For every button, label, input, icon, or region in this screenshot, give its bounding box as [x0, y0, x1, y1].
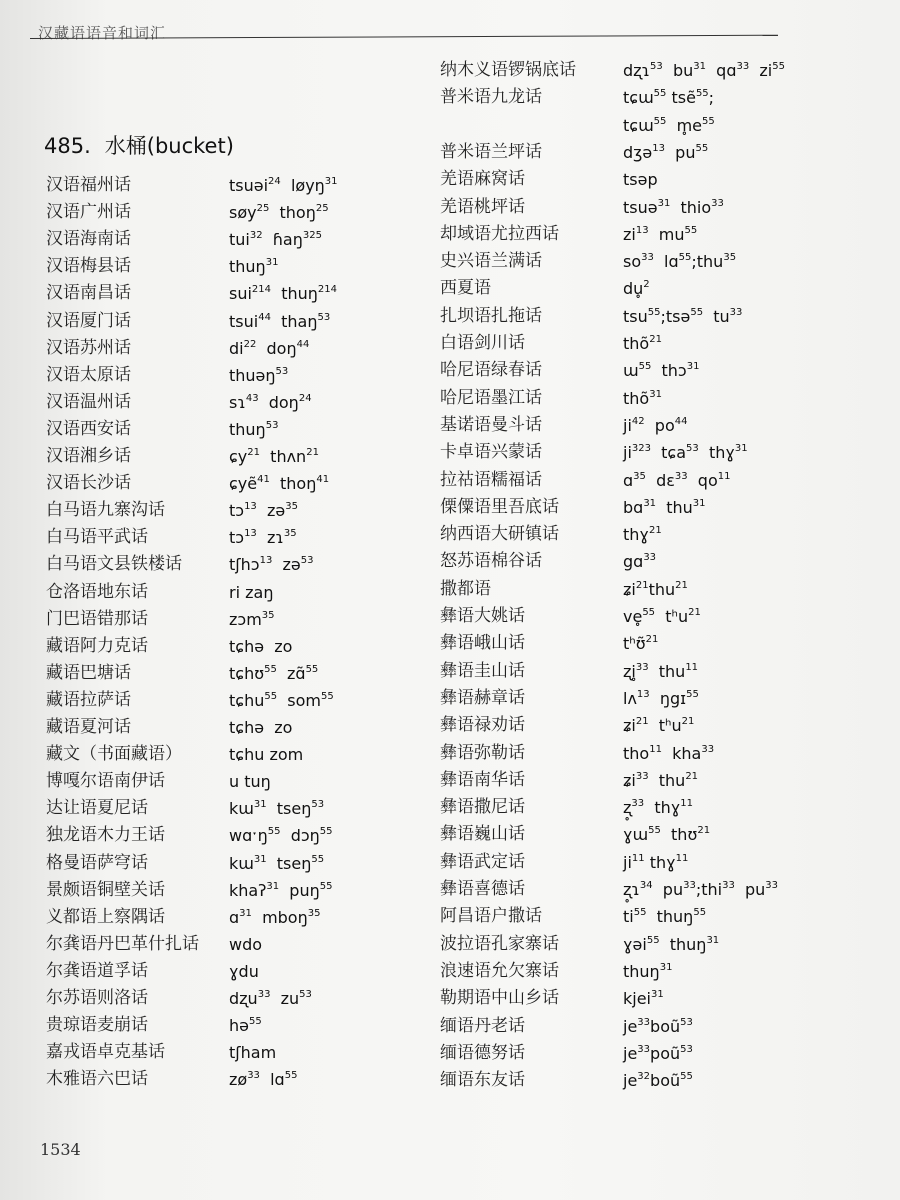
- running-header: 汉藏语语音和词汇: [38, 24, 167, 42]
- phonetic-form: thuŋ$^{53}$: [229, 419, 279, 439]
- language-name: 白马语平武话: [46, 527, 148, 548]
- phonetic-form: $zi^{13}$ $mu^{55}$: [623, 224, 698, 244]
- language-name: 彝语南华话: [440, 769, 525, 790]
- phonetic-form: thɣ$^{21}$: [623, 525, 662, 545]
- language-name: 白马语九寨沟话: [46, 500, 165, 521]
- phonetic-form: tʰʊ̃$^{21}$: [623, 634, 659, 654]
- language-name: 汉语温州话: [46, 391, 131, 412]
- phonetic-form: ɑ$^{31}$ mboŋ$^{35}$: [229, 907, 321, 927]
- language-name: 藏语夏河话: [46, 717, 131, 737]
- phonetic-form: ɣəi$^{55}$ thuŋ$^{31}$: [623, 934, 720, 954]
- section-number: 485.: [44, 134, 91, 158]
- phonetic-form: thõ$^{21}$: [623, 334, 662, 353]
- language-name: 彝语巍山话: [440, 824, 525, 845]
- phonetic-form: hə$^{55}$: [229, 1016, 262, 1036]
- language-name: 尔龚语丹巴革什扎话: [46, 933, 199, 954]
- language-name: 史兴语兰满话: [440, 251, 542, 272]
- phonetic-form: $je^{33}poũ^{53}$: [623, 1043, 693, 1063]
- phonetic-form: khaʔ$^{31}$ puŋ$^{55}$: [229, 880, 333, 900]
- language-name: 彝语禄劝话: [440, 715, 525, 736]
- phonetic-form: tsuəi$^{24}$ løyŋ$^{31}$: [229, 176, 338, 195]
- phonetic-form: $zø^{33}$ lɑ$^{55}$: [229, 1070, 298, 1090]
- language-name: 汉语湘乡话: [46, 446, 131, 466]
- phonetic-form: wdo: [229, 934, 263, 954]
- language-name: 门巴语错那话: [46, 608, 148, 629]
- language-name: 汉语苏州话: [46, 337, 131, 358]
- language-name: 彝语喜德话: [440, 879, 525, 899]
- language-name: 拉祜语糯福话: [440, 469, 542, 490]
- language-name: 怒苏语棉谷话: [440, 551, 542, 572]
- language-name: 浪速语允欠寨话: [440, 960, 559, 981]
- section-title: [44, 130, 234, 160]
- language-name: 缅语丹老话: [440, 1015, 525, 1036]
- language-name: 彝语峨山话: [440, 633, 525, 654]
- phonetic-form: ʑi$^{21}$thu$^{21}$: [623, 579, 688, 599]
- phonetic-form: $di^{22}$ doŋ$^{44}$: [229, 338, 310, 358]
- language-name: 尔龚语道孚话: [46, 960, 148, 981]
- phonetic-form: $ji^{11}$ thɣ$^{11}$: [623, 852, 689, 872]
- language-name: 哈尼语墨江话: [440, 387, 542, 408]
- language-name: 彝语撒尼话: [440, 797, 525, 818]
- language-name: 波拉语孔家寨话: [440, 933, 559, 954]
- phonetic-form: ɣdu: [229, 961, 259, 981]
- language-name: 木雅语六巴话: [46, 1069, 148, 1090]
- phonetic-form: tɕhu$^{55}$ som$^{55}$: [229, 690, 334, 710]
- language-name: 彝语赫章话: [440, 687, 525, 708]
- language-name: 基诺语曼斗话: [440, 414, 542, 435]
- phonetic-form: dʐu$^{33}$ $zu^{53}$: [229, 989, 312, 1008]
- language-name: 汉语西安话: [46, 418, 131, 439]
- phonetic-form: ʐ̥$^{33}$ thɣ$^{11}$: [623, 798, 693, 818]
- language-name: 汉语海南话: [46, 229, 131, 250]
- phonetic-form: zɔm$^{35}$: [229, 609, 275, 629]
- phonetic-form: tɕɯ$^{55}$ tsẽ$^{55}$;: [623, 88, 715, 108]
- language-name: 缅语东友话: [440, 1070, 525, 1091]
- phonetic-form: kjei$^{31}$: [623, 989, 664, 1009]
- phonetic-form: u tuŋ: [229, 772, 271, 792]
- phonetic-form: sɿ$^{43}$ doŋ$^{24}$: [229, 392, 312, 412]
- phonetic-form: tɕhə zo: [229, 636, 293, 656]
- phonetic-form: tʃham: [229, 1043, 277, 1063]
- language-name: 哈尼语绿春话: [440, 360, 542, 381]
- phonetic-form: $ji^{42}$ $po^{44}$: [623, 415, 688, 435]
- phonetic-form: bɑ$^{31}$ thu$^{31}$: [623, 497, 706, 517]
- language-name: 汉语南昌话: [46, 283, 131, 304]
- phonetic-form: tɕhə zo: [229, 718, 293, 737]
- phonetic-form: ʑi$^{33}$ thu$^{21}$: [623, 770, 699, 790]
- phonetic-form: tsəp: [623, 170, 658, 190]
- page-number: 1534: [40, 1140, 81, 1159]
- language-name: 汉语厦门话: [46, 310, 131, 331]
- phonetic-form: tui$^{32}$ ɦaŋ$^{325}$: [229, 230, 322, 250]
- language-name: 傈僳语里吾底话: [440, 496, 559, 517]
- phonetic-form: thuŋ$^{31}$: [623, 961, 673, 981]
- language-name: 义都语上察隅话: [46, 906, 165, 927]
- language-name: 汉语福州话: [46, 175, 131, 195]
- phonetic-form: $je^{33}boũ^{53}$: [623, 1016, 693, 1036]
- phonetic-form: $je^{32}boũ^{55}$: [623, 1071, 693, 1091]
- phonetic-form: thuŋ$^{31}$: [229, 257, 279, 277]
- language-name: 白语剑川话: [440, 333, 525, 353]
- language-name: 藏语拉萨话: [46, 689, 131, 710]
- language-name: 汉语广州话: [46, 202, 131, 223]
- language-name: 缅语德努话: [440, 1042, 525, 1063]
- language-name: 西夏语: [440, 278, 491, 299]
- phonetic-form: tsui$^{44}$ thaŋ$^{53}$: [229, 311, 331, 331]
- language-name: 羌语麻窝话: [440, 169, 525, 190]
- language-name: 贵琼语麦崩话: [46, 1015, 148, 1036]
- phonetic-form: ri zaŋ: [229, 582, 274, 602]
- phonetic-form: ʐ̥ɿ$^{34}$ $pu^{33};thi^{33}$ $pu^{33}$: [623, 880, 779, 899]
- language-name: 羌语桃坪话: [440, 196, 525, 217]
- language-name: 嘉戎语卓克基话: [46, 1042, 165, 1063]
- language-name: 勒期语中山乡话: [440, 988, 559, 1009]
- phonetic-form: tɕɯ$^{55}$ $m̥e^{55}$: [623, 115, 715, 135]
- language-name: 达让语夏尼话: [46, 798, 148, 819]
- language-name: 普米语九龙话: [440, 87, 542, 108]
- phonetic-form: kɯ$^{31}$ tseŋ$^{55}$: [229, 853, 325, 873]
- language-name: 彝语弥勒话: [440, 742, 525, 763]
- language-name: 汉语太原话: [46, 364, 131, 385]
- language-name: 纳西语大研镇话: [440, 524, 559, 545]
- language-name: 彝语圭山话: [440, 660, 525, 681]
- language-name: 博嘎尔语南伊话: [46, 771, 165, 792]
- language-name: 汉语长沙话: [46, 473, 131, 494]
- language-name: 藏文（书面藏语）: [46, 744, 182, 765]
- phonetic-form: ɯ$^{55}$ thɔ$^{31}$: [623, 361, 700, 381]
- language-name: 纳木义语锣锅底话: [440, 60, 576, 80]
- language-name: 藏语阿力克话: [46, 635, 148, 656]
- language-name: 景颇语铜壁关话: [46, 879, 165, 900]
- phonetic-form: tsuə$^{31}$ thio$^{33}$: [623, 197, 724, 217]
- phonetic-form: thõ$^{31}$: [623, 388, 662, 408]
- language-name: 卡卓语兴蒙话: [440, 442, 542, 463]
- phonetic-form: $ti^{55}$ thuŋ$^{55}$: [623, 907, 707, 927]
- phonetic-form: ɑ$^{35}$ dɛ$^{33}$ $qo^{11}$: [623, 470, 731, 490]
- language-name: 藏语巴塘话: [46, 662, 131, 683]
- phonetic-form: søy$^{25}$ thoŋ$^{25}$: [229, 203, 329, 223]
- language-name: 普米语兰坪话: [440, 141, 542, 162]
- phonetic-form: thuəŋ$^{53}$: [229, 365, 289, 385]
- phonetic-form: $so^{33}$ lɑ$^{55}$;thu$^{35}$: [623, 252, 737, 272]
- phonetic-form: tɔ$^{13}$ zə$^{35}$: [229, 501, 298, 521]
- language-name: 白马语文县铁楼话: [46, 554, 182, 575]
- language-name: 阿昌语户撒话: [440, 906, 542, 927]
- phonetic-form: lʌ$^{13}$ ŋgɪ$^{55}$: [623, 688, 699, 708]
- language-name: 彝语大姚话: [440, 606, 525, 626]
- language-name: 独龙语木力王话: [46, 825, 165, 846]
- language-name: 仓洛语地东话: [46, 581, 148, 602]
- phonetic-form: ve̥$^{55}$ tʰu$^{21}$: [623, 607, 701, 626]
- phonetic-form: tɔ$^{13}$ zɿ$^{35}$: [229, 528, 297, 548]
- section-heading: 水桶(bucket): [104, 134, 234, 158]
- phonetic-form: $ji^{323}$ tɕa$^{53}$ thɣ$^{31}$: [623, 443, 748, 463]
- phonetic-form: tsu$^{55}$;tsə$^{55}$ $tu^{33}$: [623, 306, 743, 326]
- phonetic-form: gɑ$^{33}$: [623, 552, 657, 572]
- phonetic-form: tɕhʊ$^{55}$ zɑ̃$^{55}$: [229, 663, 319, 683]
- phonetic-form: du̥$^2$: [623, 279, 650, 299]
- phonetic-form: tʃhɔ$^{13}$ zə$^{53}$: [229, 555, 314, 575]
- language-name: 扎坝语扎拖话: [440, 305, 542, 326]
- phonetic-form: ɕyẽ$^{41}$ thoŋ$^{41}$: [229, 474, 330, 494]
- phonetic-form: ʑi$^{21}$ tʰu$^{21}$: [623, 716, 695, 736]
- phonetic-form: wɑˑŋ$^{55}$ dɔŋ$^{55}$: [229, 826, 333, 846]
- phonetic-form: tɕhu zom: [229, 745, 304, 765]
- phonetic-form: ʐi̥$^{33}$ thu$^{11}$: [623, 661, 699, 681]
- phonetic-form: dʒə$^{13}$ $pu^{55}$: [623, 142, 709, 162]
- phonetic-form: sui$^{214}$ thuŋ$^{214}$: [229, 284, 337, 304]
- language-name: 却域语尤拉西话: [440, 223, 559, 244]
- phonetic-form: ɣɯ$^{55}$ thʊ$^{21}$: [623, 825, 711, 845]
- phonetic-form: dʐɿ$^{53}$ $bu^{31}$ qɑ$^{33}$ $zi^{55}$: [623, 61, 785, 80]
- phonetic-form: tho$^{11}$ kha$^{33}$: [623, 743, 715, 763]
- phonetic-form: ɕy$^{21}$ thʌn$^{21}$: [229, 447, 319, 466]
- language-name: 彝语武定话: [440, 851, 525, 872]
- phonetic-form: kɯ$^{31}$ tseŋ$^{53}$: [229, 799, 325, 819]
- language-name: 尔苏语则洛话: [46, 988, 148, 1008]
- language-name: 汉语梅县话: [46, 256, 131, 277]
- language-name: 格曼语萨穹话: [46, 852, 148, 873]
- language-name: 撒都语: [440, 578, 491, 599]
